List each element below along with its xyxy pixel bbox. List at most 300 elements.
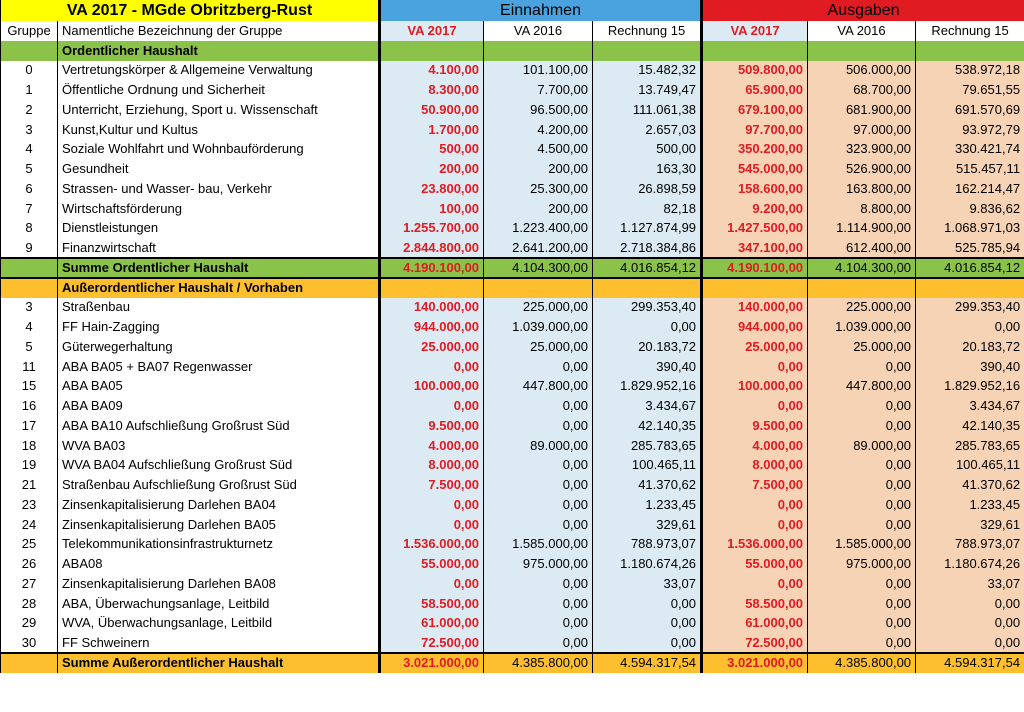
gruppe-bezeichnung: Wirtschaftsförderung bbox=[58, 199, 380, 219]
sum-ausgaben-rechnung15: 4.594.317,54 bbox=[916, 653, 1024, 673]
einnahmen-va2016: 0,00 bbox=[484, 456, 593, 476]
gruppe-bezeichnung: FF Hain-Zagging bbox=[58, 317, 380, 337]
gruppe-bezeichnung: Telekommunikationsinfrastrukturnetz bbox=[58, 535, 380, 555]
ausgaben-va2016: 0,00 bbox=[808, 633, 916, 653]
sum-ausgaben-va2017: 4.190.100,00 bbox=[702, 258, 808, 278]
gruppe-bezeichnung: Unterricht, Erziehung, Sport u. Wissenschaft bbox=[58, 100, 380, 120]
gruppe-number: 28 bbox=[1, 594, 58, 614]
ausgaben-va2017: 679.100,00 bbox=[702, 100, 808, 120]
col-bezeichnung: Namentliche Bezeichnung der Gruppe bbox=[58, 21, 380, 41]
ausgaben-va2016: 1.114.900,00 bbox=[808, 219, 916, 239]
einnahmen-rechnung15: 285.783,65 bbox=[593, 436, 702, 456]
einnahmen-va2016: 4.200,00 bbox=[484, 120, 593, 140]
ausgaben-va2017: 944.000,00 bbox=[702, 317, 808, 337]
ausgaben-rechnung15: 538.972,18 bbox=[916, 61, 1024, 81]
einnahmen-va2017: 500,00 bbox=[380, 140, 484, 160]
ausgaben-va2017: 100.000,00 bbox=[702, 377, 808, 397]
section-spacer bbox=[808, 278, 916, 298]
ausgaben-rechnung15: 79.651,55 bbox=[916, 80, 1024, 100]
einnahmen-va2017: 8.300,00 bbox=[380, 80, 484, 100]
ausgaben-rechnung15: 93.972,79 bbox=[916, 120, 1024, 140]
ausgaben-rechnung15: 0,00 bbox=[916, 594, 1024, 614]
ausgaben-va2017: 9.200,00 bbox=[702, 199, 808, 219]
einnahmen-va2017: 0,00 bbox=[380, 515, 484, 535]
sum-title: Summe Ordentlicher Haushalt bbox=[58, 258, 380, 278]
einnahmen-rechnung15: 33,07 bbox=[593, 574, 702, 594]
section-spacer bbox=[593, 278, 702, 298]
einnahmen-rechnung15: 1.180.674,26 bbox=[593, 554, 702, 574]
ausgaben-va2016: 447.800,00 bbox=[808, 377, 916, 397]
einnahmen-va2017: 50.900,00 bbox=[380, 100, 484, 120]
ausgaben-rechnung15: 3.434,67 bbox=[916, 396, 1024, 416]
sum-einnahmen-va2016: 4.385.800,00 bbox=[484, 653, 593, 673]
gruppe-bezeichnung: ABA BA10 Aufschließung Großrust Süd bbox=[58, 416, 380, 436]
gruppe-bezeichnung: ABA BA05 + BA07 Regenwasser bbox=[58, 357, 380, 377]
einnahmen-va2017: 7.500,00 bbox=[380, 475, 484, 495]
ausgaben-va2016: 526.900,00 bbox=[808, 159, 916, 179]
einnahmen-rechnung15: 390,40 bbox=[593, 357, 702, 377]
ausgaben-va2016: 506.000,00 bbox=[808, 61, 916, 81]
einnahmen-va2016: 0,00 bbox=[484, 515, 593, 535]
table-row bbox=[1, 377, 1024, 397]
table-row bbox=[1, 179, 1024, 199]
table-row bbox=[1, 357, 1024, 377]
ausgaben-rechnung15: 42.140,35 bbox=[916, 416, 1024, 436]
ausgaben-rechnung15: 33,07 bbox=[916, 574, 1024, 594]
ausgaben-va2017: 545.000,00 bbox=[702, 159, 808, 179]
gruppe-number: 3 bbox=[1, 298, 58, 318]
einnahmen-rechnung15: 82,18 bbox=[593, 199, 702, 219]
ausgaben-va2016: 612.400,00 bbox=[808, 238, 916, 258]
ausgaben-rechnung15: 525.785,94 bbox=[916, 238, 1024, 258]
sum-row bbox=[1, 653, 1024, 673]
gruppe-bezeichnung: Zinsenkapitalisierung Darlehen BA08 bbox=[58, 574, 380, 594]
table-row bbox=[1, 495, 1024, 515]
einnahmen-va2016: 0,00 bbox=[484, 396, 593, 416]
table-row bbox=[1, 515, 1024, 535]
einnahmen-rechnung15: 329,61 bbox=[593, 515, 702, 535]
sum-gruppe bbox=[1, 258, 58, 278]
sum-ausgaben-va2017: 3.021.000,00 bbox=[702, 653, 808, 673]
einnahmen-rechnung15: 0,00 bbox=[593, 317, 702, 337]
ausgaben-va2016: 975.000,00 bbox=[808, 554, 916, 574]
gruppe-number: 7 bbox=[1, 199, 58, 219]
ausgaben-rechnung15: 100.465,11 bbox=[916, 456, 1024, 476]
section-title: Außerordentlicher Haushalt / Vorhaben bbox=[58, 278, 380, 298]
ausgaben-rechnung15: 788.973,07 bbox=[916, 535, 1024, 555]
gruppe-number: 27 bbox=[1, 574, 58, 594]
ausgaben-va2016: 89.000,00 bbox=[808, 436, 916, 456]
gruppe-number: 9 bbox=[1, 238, 58, 258]
gruppe-number: 24 bbox=[1, 515, 58, 535]
title-row bbox=[1, 0, 1024, 21]
einnahmen-va2017: 944.000,00 bbox=[380, 317, 484, 337]
ausgaben-rechnung15: 515.457,11 bbox=[916, 159, 1024, 179]
einnahmen-va2016: 25.000,00 bbox=[484, 337, 593, 357]
einnahmen-va2017: 58.500,00 bbox=[380, 594, 484, 614]
section-gruppe bbox=[1, 41, 58, 61]
table-row bbox=[1, 614, 1024, 634]
gruppe-bezeichnung: Strassen- und Wasser- bau, Verkehr bbox=[58, 179, 380, 199]
einnahmen-va2017: 100,00 bbox=[380, 199, 484, 219]
einnahmen-rechnung15: 1.233,45 bbox=[593, 495, 702, 515]
gruppe-number: 26 bbox=[1, 554, 58, 574]
ausgaben-rechnung15: 285.783,65 bbox=[916, 436, 1024, 456]
gruppe-number: 17 bbox=[1, 416, 58, 436]
einnahmen-va2016: 200,00 bbox=[484, 159, 593, 179]
gruppe-bezeichnung: WVA BA03 bbox=[58, 436, 380, 456]
ausgaben-va2017: 61.000,00 bbox=[702, 614, 808, 634]
einnahmen-rechnung15: 13.749,47 bbox=[593, 80, 702, 100]
ausgaben-rechnung15: 299.353,40 bbox=[916, 298, 1024, 318]
einnahmen-va2016: 96.500,00 bbox=[484, 100, 593, 120]
einnahmen-va2016: 0,00 bbox=[484, 416, 593, 436]
ausgaben-va2017: 72.500,00 bbox=[702, 633, 808, 653]
ausgaben-header: Ausgaben bbox=[702, 0, 1024, 21]
ausgaben-va2016: 0,00 bbox=[808, 614, 916, 634]
gruppe-bezeichnung: Straßenbau bbox=[58, 298, 380, 318]
table-row bbox=[1, 61, 1024, 81]
einnahmen-rechnung15: 500,00 bbox=[593, 140, 702, 160]
table-row bbox=[1, 120, 1024, 140]
ausgaben-va2016: 0,00 bbox=[808, 416, 916, 436]
table-row bbox=[1, 633, 1024, 653]
ausgaben-va2017: 97.700,00 bbox=[702, 120, 808, 140]
sum-gruppe bbox=[1, 653, 58, 673]
einnahmen-rechnung15: 111.061,38 bbox=[593, 100, 702, 120]
gruppe-number: 8 bbox=[1, 219, 58, 239]
col-einnahmen-va2017: VA 2017 bbox=[380, 21, 484, 41]
ausgaben-va2016: 323.900,00 bbox=[808, 140, 916, 160]
einnahmen-rechnung15: 0,00 bbox=[593, 594, 702, 614]
einnahmen-va2016: 200,00 bbox=[484, 199, 593, 219]
table-row bbox=[1, 317, 1024, 337]
einnahmen-va2017: 61.000,00 bbox=[380, 614, 484, 634]
ausgaben-va2016: 163.800,00 bbox=[808, 179, 916, 199]
gruppe-bezeichnung: Dienstleistungen bbox=[58, 219, 380, 239]
einnahmen-va2016: 89.000,00 bbox=[484, 436, 593, 456]
ausgaben-va2016: 0,00 bbox=[808, 594, 916, 614]
sum-einnahmen-rechnung15: 4.016.854,12 bbox=[593, 258, 702, 278]
ausgaben-rechnung15: 41.370,62 bbox=[916, 475, 1024, 495]
sum-einnahmen-va2016: 4.104.300,00 bbox=[484, 258, 593, 278]
ausgaben-va2017: 347.100,00 bbox=[702, 238, 808, 258]
gruppe-number: 19 bbox=[1, 456, 58, 476]
gruppe-bezeichnung: WVA, Überwachungsanlage, Leitbild bbox=[58, 614, 380, 634]
ausgaben-va2017: 25.000,00 bbox=[702, 337, 808, 357]
ausgaben-va2017: 1.536.000,00 bbox=[702, 535, 808, 555]
gruppe-bezeichnung: Straßenbau Aufschließung Großrust Süd bbox=[58, 475, 380, 495]
ausgaben-va2017: 158.600,00 bbox=[702, 179, 808, 199]
ausgaben-va2016: 8.800,00 bbox=[808, 199, 916, 219]
section-spacer bbox=[484, 278, 593, 298]
gruppe-bezeichnung: Finanzwirtschaft bbox=[58, 238, 380, 258]
ausgaben-va2017: 9.500,00 bbox=[702, 416, 808, 436]
gruppe-bezeichnung: WVA BA04 Aufschließung Großrust Süd bbox=[58, 456, 380, 476]
ausgaben-va2017: 58.500,00 bbox=[702, 594, 808, 614]
column-header-row bbox=[1, 21, 1024, 41]
table-row bbox=[1, 594, 1024, 614]
gruppe-number: 5 bbox=[1, 337, 58, 357]
section-spacer bbox=[380, 278, 484, 298]
einnahmen-va2016: 0,00 bbox=[484, 495, 593, 515]
einnahmen-va2016: 1.223.400,00 bbox=[484, 219, 593, 239]
section-spacer bbox=[380, 41, 484, 61]
ausgaben-va2017: 0,00 bbox=[702, 357, 808, 377]
einnahmen-va2016: 0,00 bbox=[484, 633, 593, 653]
ausgaben-rechnung15: 1.233,45 bbox=[916, 495, 1024, 515]
table-row bbox=[1, 238, 1024, 258]
gruppe-bezeichnung: Güterwegerhaltung bbox=[58, 337, 380, 357]
table-row bbox=[1, 337, 1024, 357]
sum-row bbox=[1, 258, 1024, 278]
gruppe-bezeichnung: ABA08 bbox=[58, 554, 380, 574]
einnahmen-va2016: 0,00 bbox=[484, 594, 593, 614]
ausgaben-va2016: 0,00 bbox=[808, 515, 916, 535]
gruppe-number: 6 bbox=[1, 179, 58, 199]
einnahmen-va2016: 0,00 bbox=[484, 574, 593, 594]
ausgaben-va2017: 55.000,00 bbox=[702, 554, 808, 574]
ausgaben-va2016: 1.585.000,00 bbox=[808, 535, 916, 555]
ausgaben-va2017: 8.000,00 bbox=[702, 456, 808, 476]
gruppe-bezeichnung: ABA, Überwachungsanlage, Leitbild bbox=[58, 594, 380, 614]
einnahmen-va2017: 0,00 bbox=[380, 574, 484, 594]
einnahmen-va2017: 1.536.000,00 bbox=[380, 535, 484, 555]
table-row bbox=[1, 100, 1024, 120]
section-spacer bbox=[702, 41, 808, 61]
gruppe-number: 1 bbox=[1, 80, 58, 100]
table-row bbox=[1, 574, 1024, 594]
gruppe-bezeichnung: Öffentliche Ordnung und Sicherheit bbox=[58, 80, 380, 100]
table-body bbox=[1, 0, 1024, 673]
gruppe-number: 25 bbox=[1, 535, 58, 555]
gruppe-bezeichnung: Zinsenkapitalisierung Darlehen BA05 bbox=[58, 515, 380, 535]
ausgaben-va2016: 225.000,00 bbox=[808, 298, 916, 318]
einnahmen-rechnung15: 100.465,11 bbox=[593, 456, 702, 476]
ausgaben-va2017: 4.000,00 bbox=[702, 436, 808, 456]
einnahmen-va2017: 25.000,00 bbox=[380, 337, 484, 357]
table-row bbox=[1, 159, 1024, 179]
gruppe-number: 29 bbox=[1, 614, 58, 634]
einnahmen-va2016: 4.500,00 bbox=[484, 140, 593, 160]
col-ausgaben-va2016: VA 2016 bbox=[808, 21, 916, 41]
ausgaben-rechnung15: 691.570,69 bbox=[916, 100, 1024, 120]
section-spacer bbox=[702, 278, 808, 298]
table-row bbox=[1, 436, 1024, 456]
einnahmen-va2016: 225.000,00 bbox=[484, 298, 593, 318]
ausgaben-rechnung15: 390,40 bbox=[916, 357, 1024, 377]
section-title: Ordentlicher Haushalt bbox=[58, 41, 380, 61]
gruppe-bezeichnung: Soziale Wohlfahrt und Wohnbauförderung bbox=[58, 140, 380, 160]
einnahmen-va2017: 8.000,00 bbox=[380, 456, 484, 476]
gruppe-number: 4 bbox=[1, 317, 58, 337]
gruppe-bezeichnung: FF Schweinern bbox=[58, 633, 380, 653]
ausgaben-rechnung15: 330.421,74 bbox=[916, 140, 1024, 160]
ausgaben-rechnung15: 1.829.952,16 bbox=[916, 377, 1024, 397]
ausgaben-va2017: 0,00 bbox=[702, 574, 808, 594]
ausgaben-rechnung15: 20.183,72 bbox=[916, 337, 1024, 357]
page-title: VA 2017 - MGde Obritzberg-Rust bbox=[1, 0, 380, 21]
ausgaben-va2016: 0,00 bbox=[808, 475, 916, 495]
col-ausgaben-va2017: VA 2017 bbox=[702, 21, 808, 41]
table-row bbox=[1, 80, 1024, 100]
ausgaben-va2017: 0,00 bbox=[702, 396, 808, 416]
einnahmen-rechnung15: 42.140,35 bbox=[593, 416, 702, 436]
gruppe-bezeichnung: Vertretungskörper & Allgemeine Verwaltung bbox=[58, 61, 380, 81]
einnahmen-va2016: 975.000,00 bbox=[484, 554, 593, 574]
sum-ausgaben-va2016: 4.104.300,00 bbox=[808, 258, 916, 278]
section-spacer bbox=[916, 41, 1024, 61]
ausgaben-rechnung15: 0,00 bbox=[916, 633, 1024, 653]
section-header-row bbox=[1, 41, 1024, 61]
gruppe-number: 21 bbox=[1, 475, 58, 495]
section-header-row bbox=[1, 278, 1024, 298]
einnahmen-va2016: 25.300,00 bbox=[484, 179, 593, 199]
ausgaben-rechnung15: 9.836,62 bbox=[916, 199, 1024, 219]
einnahmen-va2016: 0,00 bbox=[484, 475, 593, 495]
einnahmen-rechnung15: 15.482,32 bbox=[593, 61, 702, 81]
einnahmen-va2016: 101.100,00 bbox=[484, 61, 593, 81]
einnahmen-va2017: 55.000,00 bbox=[380, 554, 484, 574]
gruppe-number: 11 bbox=[1, 357, 58, 377]
einnahmen-va2016: 2.641.200,00 bbox=[484, 238, 593, 258]
gruppe-number: 3 bbox=[1, 120, 58, 140]
einnahmen-va2017: 0,00 bbox=[380, 357, 484, 377]
col-einnahmen-va2016: VA 2016 bbox=[484, 21, 593, 41]
section-spacer bbox=[808, 41, 916, 61]
ausgaben-va2016: 25.000,00 bbox=[808, 337, 916, 357]
einnahmen-va2016: 447.800,00 bbox=[484, 377, 593, 397]
sum-einnahmen-rechnung15: 4.594.317,54 bbox=[593, 653, 702, 673]
einnahmen-va2017: 72.500,00 bbox=[380, 633, 484, 653]
ausgaben-va2017: 65.900,00 bbox=[702, 80, 808, 100]
ausgaben-va2016: 0,00 bbox=[808, 396, 916, 416]
col-gruppe: Gruppe bbox=[1, 21, 58, 41]
sum-ausgaben-va2016: 4.385.800,00 bbox=[808, 653, 916, 673]
section-gruppe bbox=[1, 278, 58, 298]
einnahmen-va2017: 4.000,00 bbox=[380, 436, 484, 456]
section-spacer bbox=[593, 41, 702, 61]
gruppe-bezeichnung: ABA BA05 bbox=[58, 377, 380, 397]
table-row bbox=[1, 219, 1024, 239]
einnahmen-rechnung15: 20.183,72 bbox=[593, 337, 702, 357]
gruppe-number: 30 bbox=[1, 633, 58, 653]
einnahmen-rechnung15: 2.718.384,86 bbox=[593, 238, 702, 258]
ausgaben-va2016: 0,00 bbox=[808, 495, 916, 515]
gruppe-bezeichnung: Kunst,Kultur und Kultus bbox=[58, 120, 380, 140]
gruppe-number: 23 bbox=[1, 495, 58, 515]
table-row bbox=[1, 535, 1024, 555]
einnahmen-rechnung15: 0,00 bbox=[593, 614, 702, 634]
einnahmen-rechnung15: 41.370,62 bbox=[593, 475, 702, 495]
table-row bbox=[1, 298, 1024, 318]
ausgaben-rechnung15: 0,00 bbox=[916, 317, 1024, 337]
einnahmen-va2017: 9.500,00 bbox=[380, 416, 484, 436]
col-einnahmen-rechnung15: Rechnung 15 bbox=[593, 21, 702, 41]
einnahmen-va2016: 7.700,00 bbox=[484, 80, 593, 100]
einnahmen-va2017: 0,00 bbox=[380, 396, 484, 416]
einnahmen-va2017: 0,00 bbox=[380, 495, 484, 515]
ausgaben-rechnung15: 1.068.971,03 bbox=[916, 219, 1024, 239]
sum-einnahmen-va2017: 3.021.000,00 bbox=[380, 653, 484, 673]
einnahmen-rechnung15: 2.657,03 bbox=[593, 120, 702, 140]
einnahmen-rechnung15: 0,00 bbox=[593, 633, 702, 653]
ausgaben-rechnung15: 162.214,47 bbox=[916, 179, 1024, 199]
gruppe-bezeichnung: Zinsenkapitalisierung Darlehen BA04 bbox=[58, 495, 380, 515]
table-row bbox=[1, 199, 1024, 219]
sum-einnahmen-va2017: 4.190.100,00 bbox=[380, 258, 484, 278]
ausgaben-va2017: 509.800,00 bbox=[702, 61, 808, 81]
ausgaben-va2017: 140.000,00 bbox=[702, 298, 808, 318]
gruppe-number: 4 bbox=[1, 140, 58, 160]
gruppe-bezeichnung: Gesundheit bbox=[58, 159, 380, 179]
einnahmen-va2017: 200,00 bbox=[380, 159, 484, 179]
einnahmen-rechnung15: 1.127.874,99 bbox=[593, 219, 702, 239]
table-row bbox=[1, 554, 1024, 574]
section-spacer bbox=[916, 278, 1024, 298]
gruppe-number: 0 bbox=[1, 61, 58, 81]
gruppe-bezeichnung: ABA BA09 bbox=[58, 396, 380, 416]
einnahmen-va2017: 2.844.800,00 bbox=[380, 238, 484, 258]
ausgaben-rechnung15: 1.180.674,26 bbox=[916, 554, 1024, 574]
gruppe-number: 18 bbox=[1, 436, 58, 456]
sum-title: Summe Außerordentlicher Haushalt bbox=[58, 653, 380, 673]
einnahmen-header: Einnahmen bbox=[380, 0, 702, 21]
einnahmen-va2017: 1.700,00 bbox=[380, 120, 484, 140]
sum-ausgaben-rechnung15: 4.016.854,12 bbox=[916, 258, 1024, 278]
table-row bbox=[1, 416, 1024, 436]
ausgaben-va2017: 0,00 bbox=[702, 515, 808, 535]
einnahmen-va2017: 140.000,00 bbox=[380, 298, 484, 318]
gruppe-number: 2 bbox=[1, 100, 58, 120]
table-row bbox=[1, 456, 1024, 476]
einnahmen-rechnung15: 26.898,59 bbox=[593, 179, 702, 199]
einnahmen-rechnung15: 788.973,07 bbox=[593, 535, 702, 555]
einnahmen-va2016: 1.585.000,00 bbox=[484, 535, 593, 555]
einnahmen-va2017: 4.100,00 bbox=[380, 61, 484, 81]
einnahmen-rechnung15: 1.829.952,16 bbox=[593, 377, 702, 397]
table-row bbox=[1, 140, 1024, 160]
table-row bbox=[1, 475, 1024, 495]
ausgaben-va2016: 0,00 bbox=[808, 357, 916, 377]
gruppe-number: 15 bbox=[1, 377, 58, 397]
ausgaben-va2017: 1.427.500,00 bbox=[702, 219, 808, 239]
ausgaben-va2016: 68.700,00 bbox=[808, 80, 916, 100]
einnahmen-rechnung15: 299.353,40 bbox=[593, 298, 702, 318]
ausgaben-va2017: 350.200,00 bbox=[702, 140, 808, 160]
gruppe-number: 5 bbox=[1, 159, 58, 179]
ausgaben-rechnung15: 329,61 bbox=[916, 515, 1024, 535]
einnahmen-va2017: 100.000,00 bbox=[380, 377, 484, 397]
einnahmen-va2017: 23.800,00 bbox=[380, 179, 484, 199]
ausgaben-va2016: 97.000,00 bbox=[808, 120, 916, 140]
ausgaben-va2016: 0,00 bbox=[808, 456, 916, 476]
ausgaben-rechnung15: 0,00 bbox=[916, 614, 1024, 634]
col-ausgaben-rechnung15: Rechnung 15 bbox=[916, 21, 1024, 41]
einnahmen-va2016: 0,00 bbox=[484, 357, 593, 377]
ausgaben-va2017: 7.500,00 bbox=[702, 475, 808, 495]
ausgaben-va2016: 0,00 bbox=[808, 574, 916, 594]
table-row bbox=[1, 396, 1024, 416]
einnahmen-va2016: 0,00 bbox=[484, 614, 593, 634]
einnahmen-rechnung15: 163,30 bbox=[593, 159, 702, 179]
gruppe-number: 16 bbox=[1, 396, 58, 416]
einnahmen-rechnung15: 3.434,67 bbox=[593, 396, 702, 416]
ausgaben-va2017: 0,00 bbox=[702, 495, 808, 515]
einnahmen-va2017: 1.255.700,00 bbox=[380, 219, 484, 239]
einnahmen-va2016: 1.039.000,00 bbox=[484, 317, 593, 337]
ausgaben-va2016: 1.039.000,00 bbox=[808, 317, 916, 337]
